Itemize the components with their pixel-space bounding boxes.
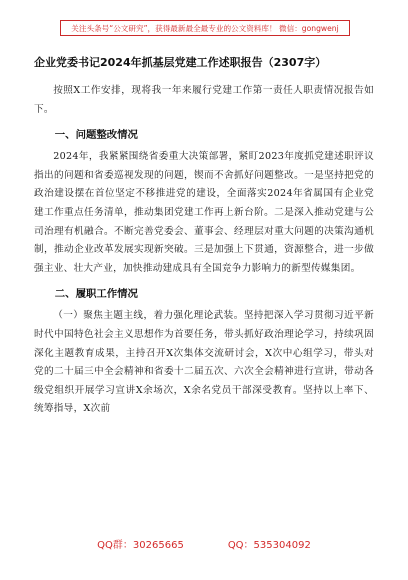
intro-paragraph: 按照X工作安排，现将我一年来履行党建工作第一责任人职责情况报告如下。 — [34, 85, 374, 115]
qq-number-text: QQ：535304092 — [227, 540, 311, 551]
document-title: 企业党委书记2024年抓基层党建工作述职报告（2307字） — [34, 56, 327, 69]
section-2-paragraph: （一）聚焦主题主线，着力强化理论武装。坚持把深入学习贯彻习近平新时代中国特色社会主义思想作为首要任务，带头抓好政治理论学习，持续巩固深化主题教育成果，主持召开X次集体交流研讨会，X次中心组学习，带头对党的二十届三中全会精神和省委十二届五次、六次全会精神进行宣讲，带动各级党组织开展学习宣讲X余场次，X余名党员干部深受教育。坚持以上率下、统筹指导，X次前 — [34, 310, 374, 415]
promo-banner — [60, 20, 350, 36]
document-body — [34, 46, 374, 419]
section-heading-2: 二、履职工作情况 — [54, 288, 138, 301]
footer-contact — [0, 536, 408, 551]
qq-group-text: QQ群：30265665 — [97, 540, 184, 551]
section-1-paragraph: 2024年，我紧紧围绕省委重大决策部署，紧盯2023年度抓党建述职评议指出的问题和省委巡视发现的问题，锲而不舍抓好问题整改。一是坚持把党的政治建设摆在首位坚定不移推进党的建设，全面落实2024年省属国有企业党建工作重点任务清单，推动集团党建工作再上新台阶。二是深入推动党建与公司治理有机融合。不断完善党委会、董事会、经理层对重大问题的决策沟通机制，推动企业改革发展实现新突破。三是加强上下贯通，资源整合，进一步做强主业、壮大产业，加快推动建成具有全国竞争力影响力的新型传媒集团。 — [34, 151, 374, 274]
section-heading-1: 一、问题整改情况 — [54, 129, 138, 142]
promo-banner-text: 关注头条号“公文研究”，获得最新最全最专业的公文资料库！ 微信：gongwenj — [71, 23, 339, 33]
